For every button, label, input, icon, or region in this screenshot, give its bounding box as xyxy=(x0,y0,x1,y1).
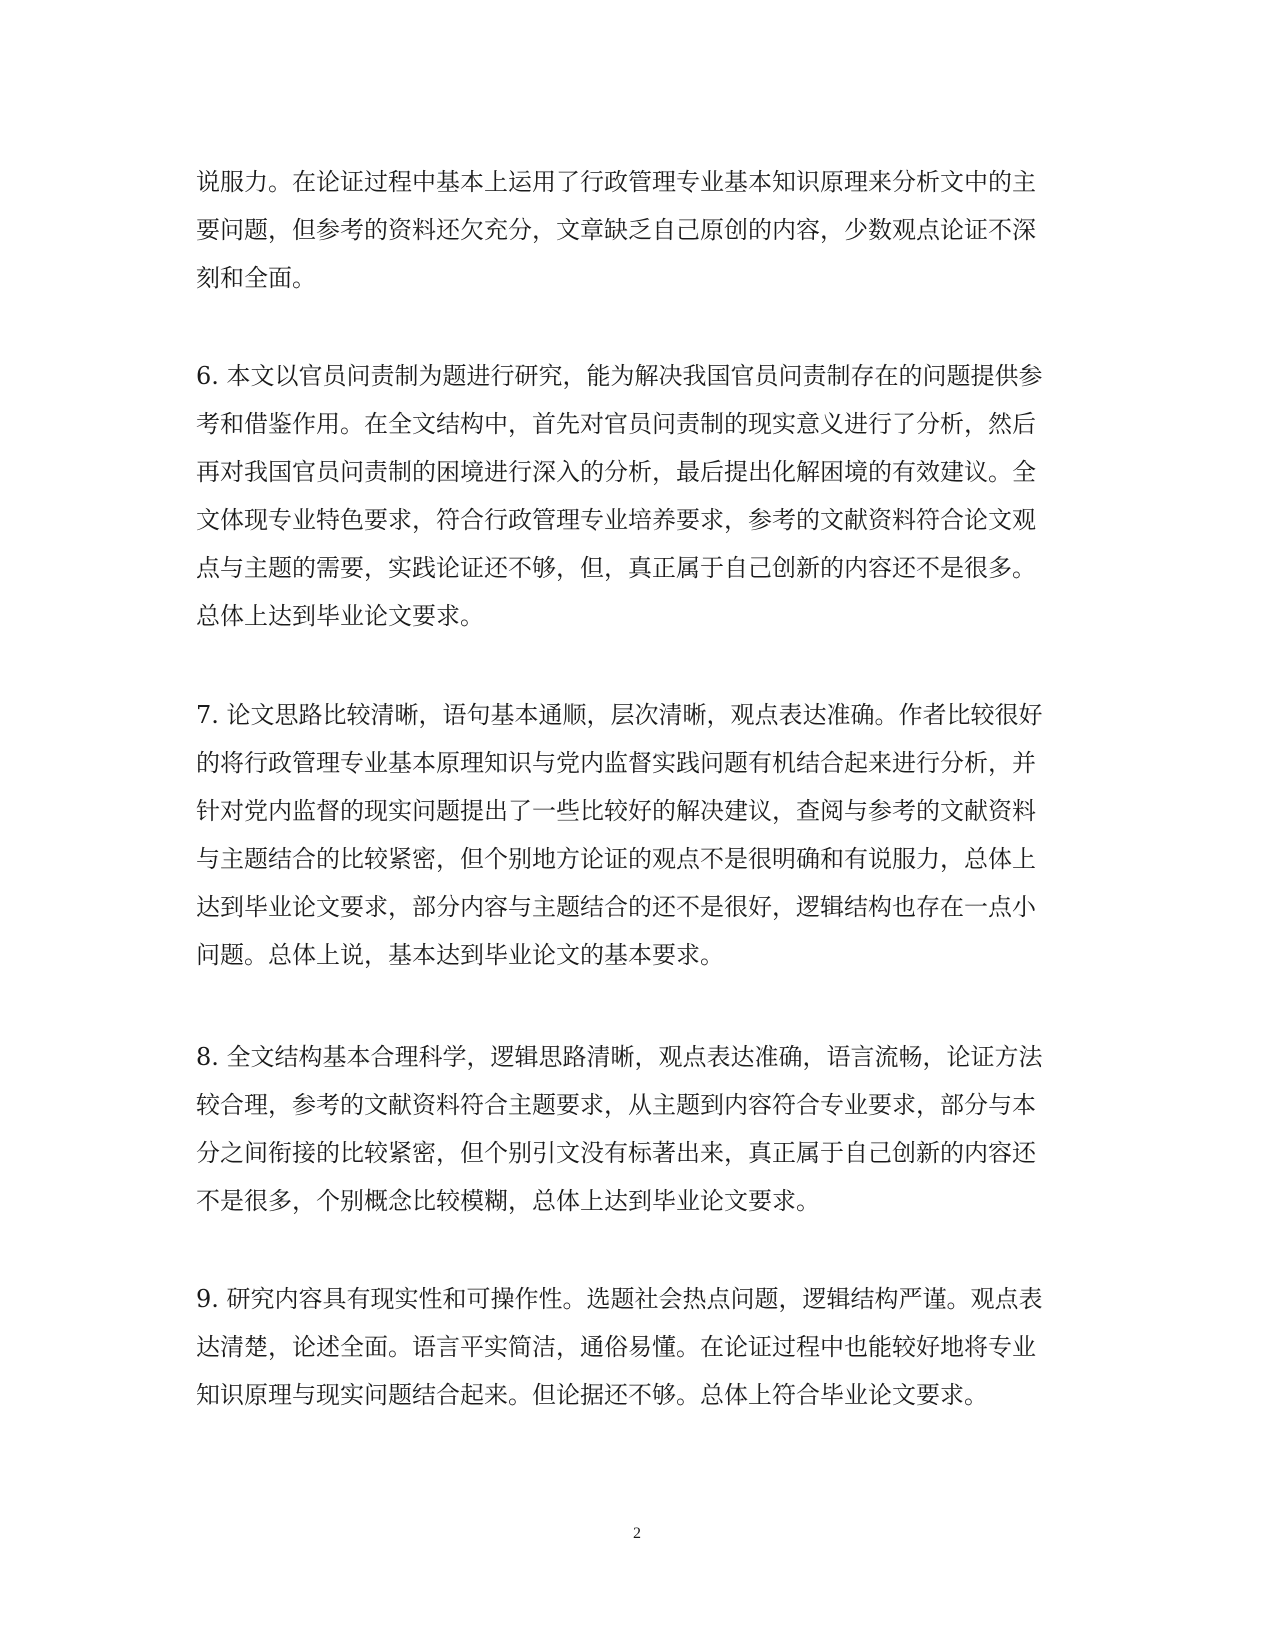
text-line: 总体上达到毕业论文要求。 xyxy=(196,602,484,630)
text-line: 较合理，参考的文献资料符合主题要求，从主题到内容符合专业要求，部分与本 xyxy=(196,1091,1036,1119)
text-line: 再对我国官员问责制的困境进行深入的分析，最后提出化解困境的有效建议。全 xyxy=(196,458,1036,486)
text-line: 达到毕业论文要求，部分内容与主题结合的还不是很好，逻辑结构也存在一点小 xyxy=(196,893,1036,921)
text-line: 点与主题的需要，实践论证还不够，但，真正属于自己创新的内容还不是很多。 xyxy=(196,554,1036,582)
text-line: 要问题，但参考的资料还欠充分，文章缺乏自己原创的内容，少数观点论证不深 xyxy=(196,216,1036,244)
text-line: 6. 本文以官员问责制为题进行研究，能为解决我国官员问责制存在的问题提供参 xyxy=(196,362,1043,390)
text-line: 问题。总体上说，基本达到毕业论文的基本要求。 xyxy=(196,941,724,969)
text-line: 与主题结合的比较紧密，但个别地方论证的观点不是很明确和有说服力，总体上 xyxy=(196,845,1036,873)
text-line: 的将行政管理专业基本原理知识与党内监督实践问题有机结合起来进行分析，并 xyxy=(196,749,1036,777)
text-line: 不是很多，个别概念比较模糊，总体上达到毕业论文要求。 xyxy=(196,1187,820,1215)
paragraph-item-7 xyxy=(196,691,1096,979)
page-number: 2 xyxy=(633,1525,641,1542)
paragraph-item-8 xyxy=(196,1033,1096,1225)
text-line: 知识原理与现实问题结合起来。但论据还不够。总体上符合毕业论文要求。 xyxy=(196,1381,988,1409)
text-line: 说服力。在论证过程中基本上运用了行政管理专业基本知识原理来分析文中的主 xyxy=(196,168,1036,196)
text-line: 9. 研究内容具有现实性和可操作性。选题社会热点问题，逻辑结构严谨。观点表 xyxy=(196,1285,1043,1313)
paragraph-item-6 xyxy=(196,352,1096,640)
text-line: 分之间衔接的比较紧密，但个别引文没有标著出来，真正属于自己创新的内容还 xyxy=(196,1139,1036,1167)
paragraph-continued xyxy=(196,158,1096,302)
text-line: 考和借鉴作用。在全文结构中，首先对官员问责制的现实意义进行了分析，然后 xyxy=(196,410,1036,438)
text-line: 文体现专业特色要求，符合行政管理专业培养要求，参考的文献资料符合论文观 xyxy=(196,506,1036,534)
paragraph-item-9 xyxy=(196,1275,1096,1419)
text-line: 7. 论文思路比较清晰，语句基本通顺，层次清晰，观点表达准确。作者比较很好 xyxy=(196,701,1043,729)
text-line: 刻和全面。 xyxy=(196,264,316,292)
text-line: 达清楚，论述全面。语言平实简洁，通俗易懂。在论证过程中也能较好地将专业 xyxy=(196,1333,1036,1361)
text-line: 针对党内监督的现实问题提出了一些比较好的解决建议，查阅与参考的文献资料 xyxy=(196,797,1036,825)
text-line: 8. 全文结构基本合理科学，逻辑思路清晰，观点表达准确，语言流畅，论证方法 xyxy=(196,1043,1043,1071)
